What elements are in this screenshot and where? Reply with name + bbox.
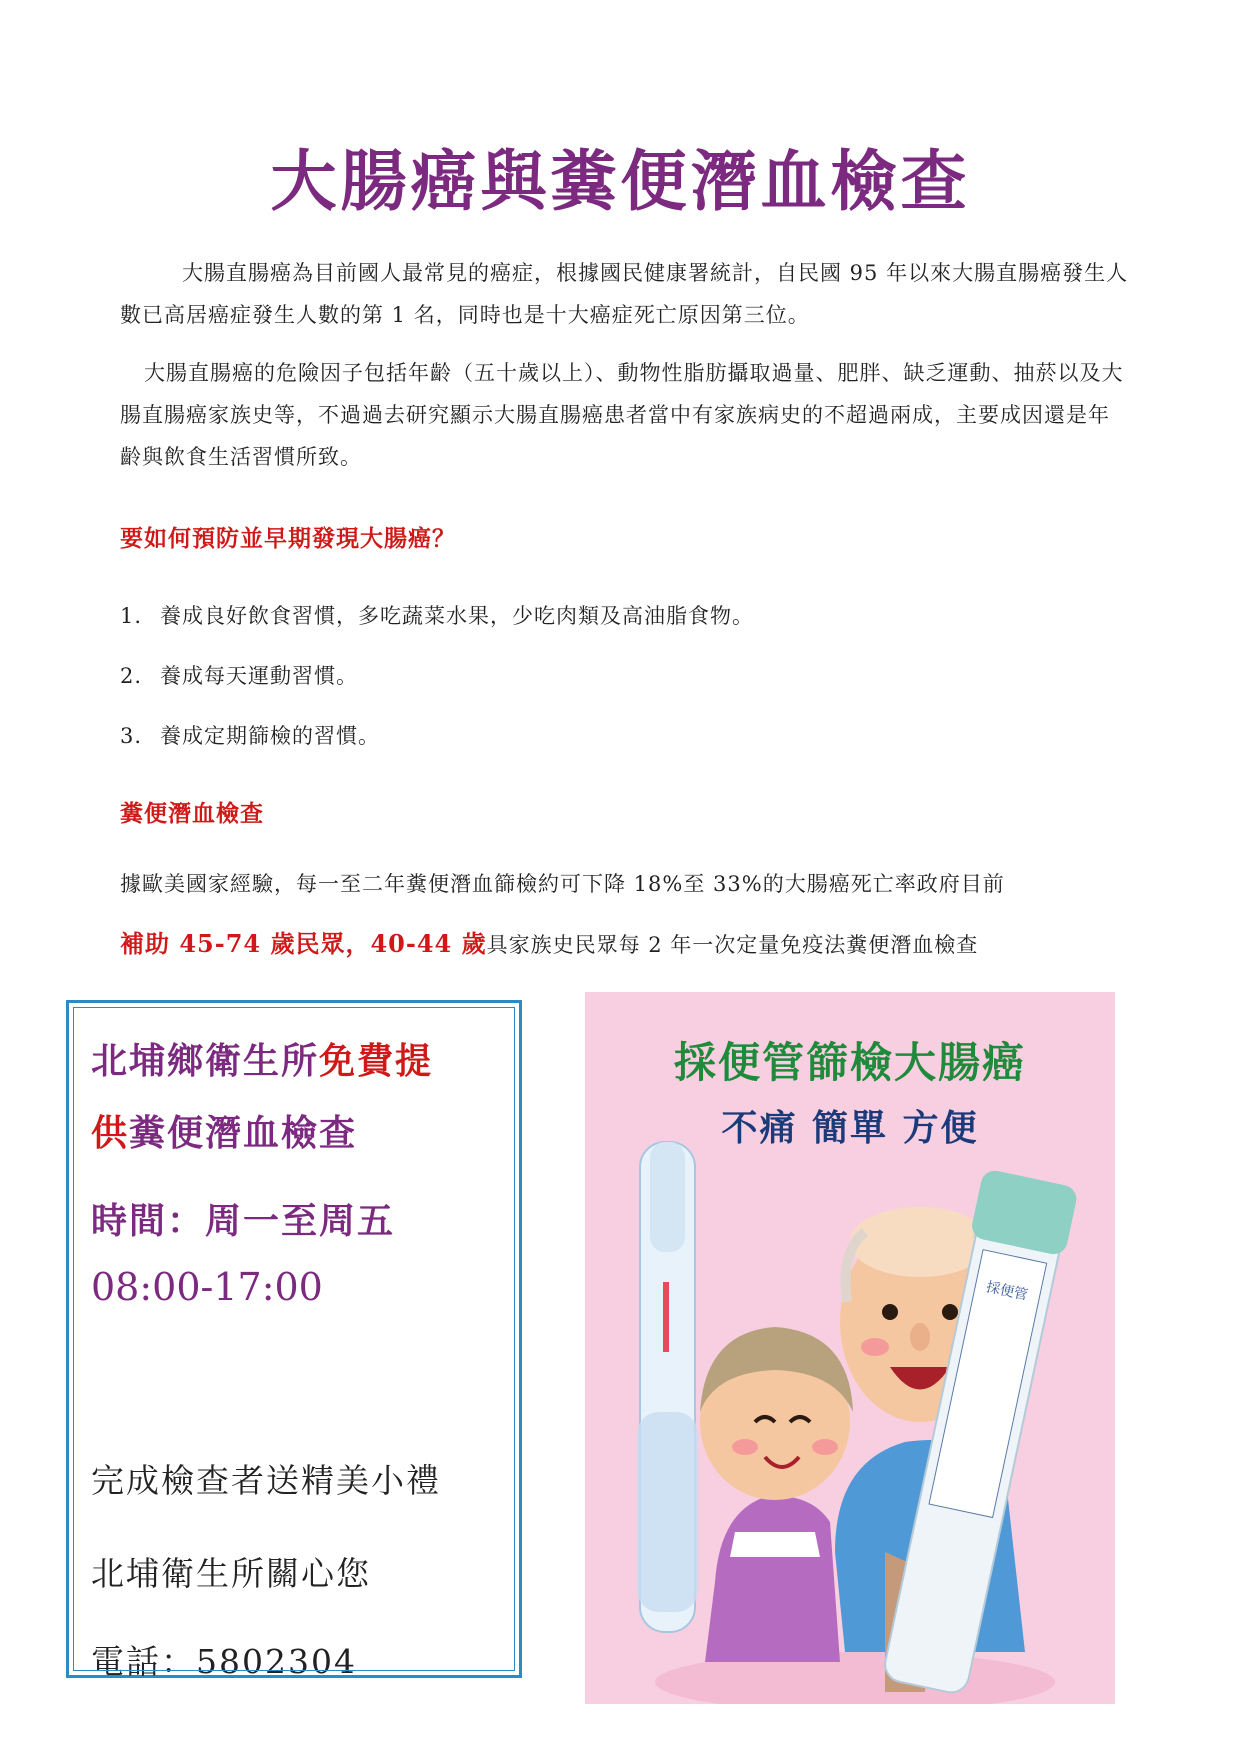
phone-number: 電話：5802304 [91, 1642, 357, 1681]
gift-notice: 完成檢查者送精美小禮 [91, 1461, 441, 1500]
free-offer-text-cont: 供 [91, 1113, 130, 1154]
free-service-line-1 [91, 1033, 433, 1084]
list-item-text: 養成良好飲食習慣，多吃蔬菜水果，少吃肉類及高油脂食物。 [160, 604, 754, 628]
service-name: 糞便潛血檢查 [129, 1113, 358, 1154]
list-item-number: 3. [120, 724, 143, 748]
subsidy-age-highlight: 補助 45-74 歲民眾，40-44 歲 [120, 929, 487, 958]
intro-paragraph-2: 大腸直腸癌的危險因子包括年齡（五十歲以上）、動物性脂肪攝取過量、肥胖、缺乏運動、抽菸以及大腸直腸癌家族史等，不過過去研究顯示大腸直腸癌患者當中有家族病史的不超過兩成，主要成因還是年齡與飲食生活習慣所致。 [120, 361, 1124, 469]
prevention-heading: 要如何預防並早期發現大腸癌？ [120, 526, 456, 552]
service-days: 時間：周一至周五 [91, 1201, 396, 1242]
list-item [120, 720, 380, 750]
list-item-number: 2. [120, 664, 143, 688]
intro-paragraph-1: 大腸直腸癌為目前國人最常見的癌症，根據國民健康署統計，自民國 95 年以來大腸直腸癌發生人數已高居癌症發生人數的第 1 名，同時也是十大癌症死亡原因第三位。 [120, 261, 1129, 327]
elderly-couple-illustration [585, 992, 1115, 1704]
free-offer-text: 免費提 [319, 1041, 434, 1082]
service-info-box [66, 1000, 522, 1681]
free-service-line-2 [91, 1105, 357, 1156]
fobt-paragraph: 據歐美國家經驗，每一至二年糞便潛血篩檢約可下降 18%至 33%的大腸癌死亡率政府目前 [120, 872, 1005, 896]
list-item-number: 1. [120, 604, 143, 628]
page-title: 大腸癌與糞便潛血檢查 [270, 143, 971, 220]
poster-title: 採便管篩檢大腸癌 [673, 1038, 1026, 1087]
care-message: 北埔衛生所關心您 [91, 1554, 371, 1593]
list-item-text: 養成定期篩檢的習慣。 [160, 724, 380, 748]
list-item [120, 660, 358, 690]
list-item-text: 養成每天運動習慣。 [160, 664, 358, 688]
subsidy-text: 具家族史民眾每 2 年一次定量免疫法糞便潛血檢查 [486, 933, 979, 957]
screening-poster [585, 992, 1115, 1704]
fobt-heading: 糞便潛血檢查 [120, 801, 264, 827]
list-item [120, 600, 754, 630]
fobt-subsidy [120, 923, 1130, 966]
poster-subtitle: 不痛 簡單 方便 [721, 1108, 979, 1149]
service-hours: 08:00-17:00 [91, 1265, 323, 1309]
tube-label: 採便管 [984, 1279, 1030, 1304]
clinic-name: 北埔鄉衛生所 [91, 1041, 320, 1082]
